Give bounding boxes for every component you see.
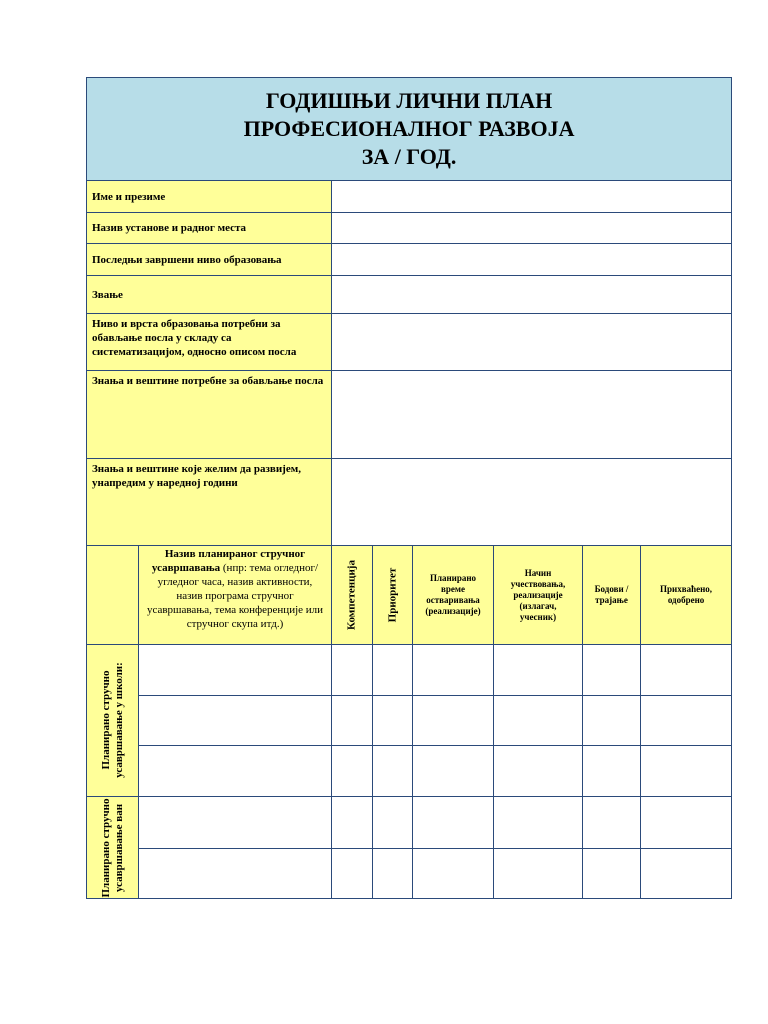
header-approved: Прихваћено, одобрено (641, 546, 732, 645)
field-label-name: Име и презиме (87, 181, 332, 213)
title-line-2: ПРОФЕСИОНАЛНОГ РАЗВОЈА (243, 116, 575, 141)
school-row-2-priority[interactable] (373, 696, 413, 746)
outside-row-1-method[interactable] (494, 797, 583, 849)
field-value-required-education[interactable] (332, 314, 732, 371)
field-value-title[interactable] (332, 276, 732, 314)
header-priority (373, 546, 413, 645)
outside-row-2-time[interactable] (413, 849, 494, 899)
school-row-2-method[interactable] (494, 696, 583, 746)
title-line-3: ЗА / ГОД. (361, 144, 457, 169)
field-value-desired-skills[interactable] (332, 459, 732, 546)
field-label-desired-skills: Знања и вештине које желим да развијем, унапредим у наредној години (87, 459, 332, 546)
school-row-1-competence[interactable] (332, 645, 373, 696)
field-label-required-education: Ниво и врста образовања потребни за обављање посла у складу са систематизацијом, односно описом посла (87, 314, 332, 371)
outside-row-1-time[interactable] (413, 797, 494, 849)
header-activity-name-bold: Назив планираног стручног усавршавања (151, 548, 306, 574)
group-label-school-text: Планирано стручно усавршавање у школи: (99, 662, 125, 778)
school-row-3-method[interactable] (494, 746, 583, 797)
outside-row-1-approved[interactable] (641, 797, 732, 849)
group-label-outside (87, 797, 139, 899)
header-planned-time: Планирано време остваривања (реализације) (413, 546, 494, 645)
field-value-required-skills[interactable] (332, 371, 732, 459)
outside-row-2-competence[interactable] (332, 849, 373, 899)
school-row-3-points[interactable] (583, 746, 641, 797)
outside-row-2-activity[interactable] (139, 849, 332, 899)
school-row-2-points[interactable] (583, 696, 641, 746)
school-row-2-competence[interactable] (332, 696, 373, 746)
outside-row-1-competence[interactable] (332, 797, 373, 849)
field-label-title: Звање (87, 276, 332, 314)
school-row-3-competence[interactable] (332, 746, 373, 797)
header-activity-name (139, 546, 332, 645)
group-label-outside-text: Планирано стручно усавршавање ван (99, 797, 125, 898)
field-value-education-level[interactable] (332, 244, 732, 276)
outside-row-2-method[interactable] (494, 849, 583, 899)
outside-row-2-approved[interactable] (641, 849, 732, 899)
school-row-3-activity[interactable] (139, 746, 332, 797)
professional-development-plan-form (86, 77, 731, 899)
school-row-1-priority[interactable] (373, 645, 413, 696)
school-row-3-time[interactable] (413, 746, 494, 797)
school-row-1-method[interactable] (494, 645, 583, 696)
field-value-name[interactable] (332, 181, 732, 213)
outside-row-1-activity[interactable] (139, 797, 332, 849)
header-activity-name-rest: (нпр: тема огледног/угледног часа, назив активности, назив програма стручног усавршавања, тема конференције или стручног скупа итд.) (146, 562, 324, 630)
header-competence-text: Компетенција (345, 560, 358, 630)
outside-row-1-points[interactable] (583, 797, 641, 849)
header-blank (87, 546, 139, 645)
field-value-institution[interactable] (332, 213, 732, 244)
form-table (86, 77, 732, 899)
outside-row-1-priority[interactable] (373, 797, 413, 849)
header-participation-method: Начин учествовања, реализације (излагач, учесник) (494, 546, 583, 645)
outside-row-2-priority[interactable] (373, 849, 413, 899)
header-priority-text: Приоритет (386, 567, 398, 623)
school-row-3-priority[interactable] (373, 746, 413, 797)
school-row-2-activity[interactable] (139, 696, 332, 746)
school-row-1-points[interactable] (583, 645, 641, 696)
form-title (87, 78, 732, 181)
outside-row-2-points[interactable] (583, 849, 641, 899)
group-label-school (87, 645, 139, 797)
field-label-institution: Назив установе и радног места (87, 213, 332, 244)
header-points-duration: Бодови / трајање (583, 546, 641, 645)
school-row-2-approved[interactable] (641, 696, 732, 746)
school-row-1-activity[interactable] (139, 645, 332, 696)
field-label-required-skills: Знања и вештине потребне за обављање посла (87, 371, 332, 459)
field-label-education-level: Последњи завршени ниво образовања (87, 244, 332, 276)
school-row-3-approved[interactable] (641, 746, 732, 797)
header-competence (332, 546, 373, 645)
school-row-1-time[interactable] (413, 645, 494, 696)
title-line-1: ГОДИШЊИ ЛИЧНИ ПЛАН (265, 88, 553, 113)
school-row-1-approved[interactable] (641, 645, 732, 696)
school-row-2-time[interactable] (413, 696, 494, 746)
